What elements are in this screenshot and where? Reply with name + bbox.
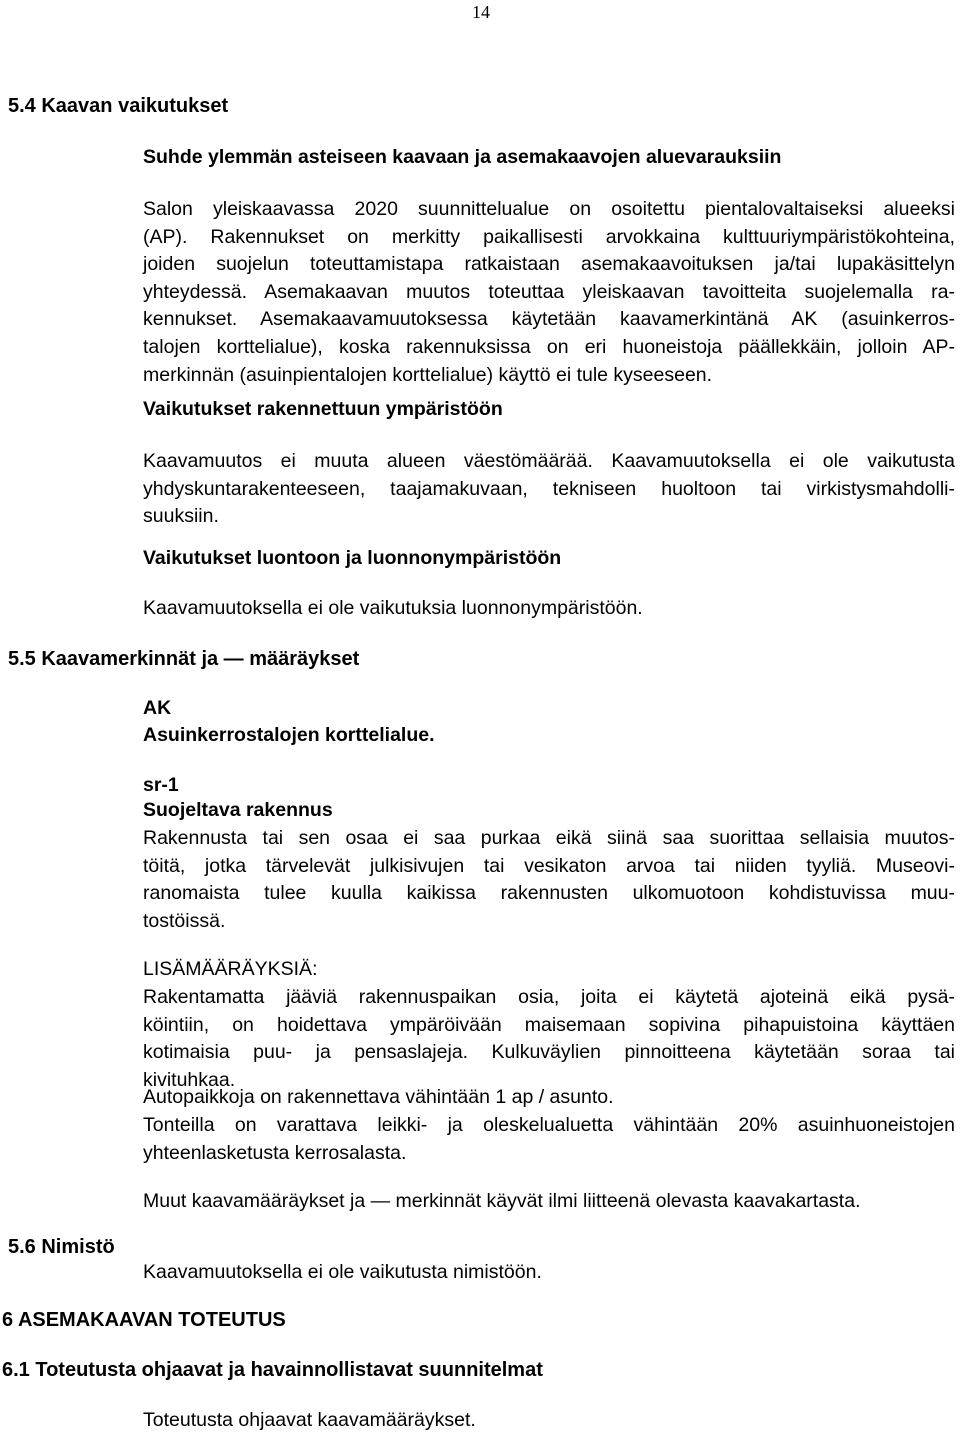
text-line: tostöissä. bbox=[143, 909, 226, 932]
ak-description: Asuinkerrostalojen korttelialue. bbox=[143, 724, 435, 746]
text-line: (AP). Rakennukset on merkitty paikallisesti arvokkaina kulttuuriympäristökohteina, bbox=[143, 225, 955, 248]
paragraph-additional-regulations bbox=[143, 984, 955, 1094]
paragraph-relation-to-higher-plans bbox=[143, 196, 955, 389]
text-line: Rakennusta tai sen osaa ei saa purkaa eikä siinä saa suorittaa sellaisia muutos- bbox=[143, 827, 955, 849]
paragraph-naming: Kaavamuutoksella ei ole vaikutusta nimistöön. bbox=[143, 1261, 542, 1283]
text-line: kivituhkaa. bbox=[143, 1068, 236, 1091]
section-6-title: 6 ASEMAKAAVAN TOTEUTUS bbox=[2, 1309, 286, 1331]
subheading-relation-to-higher-plans: Suhde ylemmän asteiseen kaavaan ja asemakaavojen aluevarauksiin bbox=[143, 146, 782, 168]
text-line: kotimaisia puu- ja pensaslajeja. Kulkuväylien pinnoitteena käytetään soraa tai bbox=[143, 1041, 955, 1064]
section-5-6-title: 5.6 Nimistö bbox=[8, 1236, 115, 1258]
subheading-built-environment: Vaikutukset rakennettuun ympäristöön bbox=[143, 398, 503, 420]
text-line: Kaavamuutos ei muuta alueen väestömäärää. Kaavamuutoksella ei ole vaikutusta bbox=[143, 450, 955, 472]
text-line: Salon yleiskaavassa 2020 suunnittelualue on osoitettu pientalovaltaiseksi alueeksi bbox=[143, 198, 955, 220]
text-line: yhteydessä. Asemakaavan muutos toteuttaa yleiskaavan tavoitteita suojelemalla ra- bbox=[143, 280, 955, 303]
text-line: kennukset. Asemakaavamuutoksessa käytetään kaavamerkintänä AK (asuinkerros- bbox=[143, 308, 955, 331]
other-regulations-note: Muut kaavamääräykset ja — merkinnät käyvät ilmi liitteenä olevasta kaavakartasta. bbox=[143, 1190, 861, 1212]
section-6-1-title: 6.1 Toteutusta ohjaavat ja havainnollistavat suunnitelmat bbox=[2, 1359, 543, 1381]
paragraph-built-environment bbox=[143, 448, 955, 531]
section-5-5-title: 5.5 Kaavamerkinnät ja — määräykset bbox=[8, 648, 360, 670]
text-line: joiden suojelun toteuttamistapa ratkaistaan asemakaavoituksen ja/tai lupakäsittelyn bbox=[143, 253, 955, 276]
text-line: suuksiin. bbox=[143, 505, 219, 528]
text-line: yhteenlasketusta kerrosalasta. bbox=[143, 1141, 407, 1164]
page-number: 14 bbox=[472, 2, 490, 22]
text-line: ranomaista tulee kuulla kaikissa rakennusten ulkomuotoon kohdistuvissa muu- bbox=[143, 882, 955, 905]
paragraph-play-area bbox=[143, 1112, 955, 1167]
paragraph-nature: Kaavamuutoksella ei ole vaikutuksia luonnonympäristöön. bbox=[143, 597, 643, 619]
text-line: töitä, jotka tärvelevät julkisivujen tai vesikaton arvoa tai niiden tyyliä. Museovi- bbox=[143, 854, 955, 877]
text-line: merkinnän (asuinpientalojen korttelialue) käyttö ei tule kyseeseen. bbox=[143, 363, 713, 386]
section-5-4-title: 5.4 Kaavan vaikutukset bbox=[8, 95, 229, 117]
text-line: yhdyskuntarakenteeseen, taajamakuvaan, tekniseen huoltoon tai virkistysmahdolli- bbox=[143, 477, 955, 500]
text-line: Rakentamatta jääviä rakennuspaikan osia, joita ei käytetä ajoteinä eikä pysä- bbox=[143, 986, 955, 1008]
text-line: köintiin, on hoidettava ympäröivään maisemaan sopivina pihapuistoina käyttäen bbox=[143, 1013, 955, 1036]
subheading-nature: Vaikutukset luontoon ja luonnonympäristöön bbox=[143, 547, 562, 569]
sr-code: sr-1 bbox=[143, 774, 179, 796]
text-line: Tonteilla on varattava leikki- ja oleskelualuetta vähintään 20% asuinhuoneistojen bbox=[143, 1114, 955, 1136]
ak-code: AK bbox=[143, 697, 172, 719]
sr-title: Suojeltava rakennus bbox=[143, 799, 333, 821]
text-line: talojen korttelialue), koska rakennuksissa on eri huoneistoja päällekkäin, jolloin AP- bbox=[143, 335, 955, 358]
parking-regulation: Autopaikkoja on rakennettava vähintään 1 ap / asunto. bbox=[143, 1086, 614, 1108]
paragraph-protected-building bbox=[143, 825, 955, 935]
additional-regulations-heading: LISÄMÄÄRÄYKSIÄ: bbox=[143, 958, 318, 980]
paragraph-implementation: Toteutusta ohjaavat kaavamääräykset. bbox=[143, 1409, 476, 1431]
